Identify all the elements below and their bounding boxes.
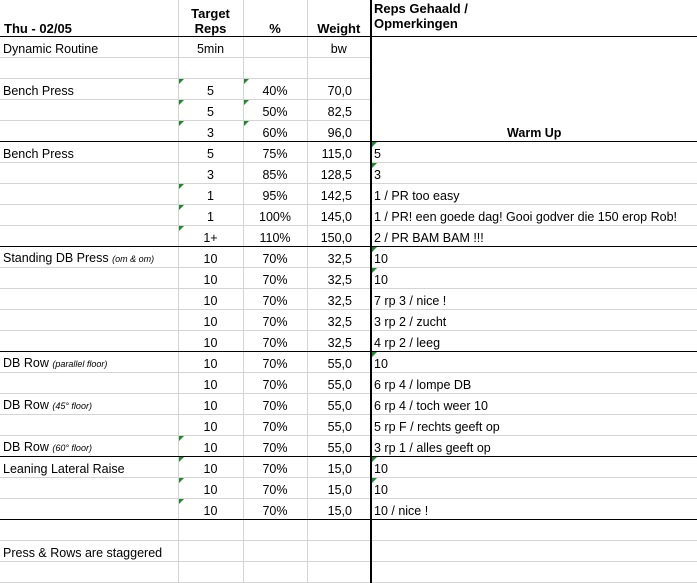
exercise-name: Dynamic Routine: [3, 42, 99, 56]
table-row: [0, 373, 697, 394]
cell-percent[interactable]: 60%: [243, 121, 307, 142]
table-row: [0, 436, 697, 457]
header-target-reps[interactable]: [178, 0, 243, 37]
cell-percent[interactable]: [243, 520, 307, 541]
cell-weight[interactable]: [307, 562, 371, 583]
cell-target-reps[interactable]: 10: [178, 331, 243, 352]
cell-weight[interactable]: 55,0: [307, 436, 371, 457]
cell-target-reps[interactable]: 10: [178, 436, 243, 457]
table-row: [0, 352, 697, 373]
header-row: [0, 0, 697, 37]
table-row: [0, 142, 697, 163]
cell-weight[interactable]: 70,0: [307, 79, 371, 100]
cell-weight[interactable]: 115,0: [307, 142, 371, 163]
sheet-title[interactable]: Thu - 02/05: [0, 0, 178, 37]
cell-percent[interactable]: 70%: [243, 436, 307, 457]
cell-exercise[interactable]: [0, 142, 178, 163]
cell-percent[interactable]: 70%: [243, 499, 307, 520]
cell-target-reps[interactable]: 10: [178, 499, 243, 520]
cell-percent[interactable]: 70%: [243, 373, 307, 394]
cell-exercise[interactable]: [0, 541, 178, 562]
cell-weight[interactable]: 55,0: [307, 415, 371, 436]
cell-note[interactable]: 5: [371, 142, 697, 163]
cell-percent[interactable]: [243, 37, 307, 58]
cell-note[interactable]: 10: [371, 457, 697, 478]
cell-target-reps[interactable]: 5: [178, 142, 243, 163]
cell-exercise[interactable]: [0, 226, 178, 247]
exercise-name: DB Row: [3, 356, 49, 370]
cell-target-reps[interactable]: 10: [178, 310, 243, 331]
cell-percent[interactable]: 85%: [243, 163, 307, 184]
cell-note[interactable]: [371, 562, 697, 583]
cell-percent[interactable]: [243, 562, 307, 583]
cell-target-reps[interactable]: 3: [178, 163, 243, 184]
cell-target-reps[interactable]: [178, 562, 243, 583]
cell-note[interactable]: 10: [371, 268, 697, 289]
cell-target-reps[interactable]: 10: [178, 394, 243, 415]
cell-target-reps[interactable]: [178, 541, 243, 562]
cell-target-reps[interactable]: 1: [178, 184, 243, 205]
exercise-name: DB Row: [3, 398, 49, 412]
table-row: [0, 541, 697, 562]
cell-note[interactable]: 10 / nice !: [371, 499, 697, 520]
cell-percent[interactable]: 70%: [243, 247, 307, 268]
cell-exercise[interactable]: [0, 205, 178, 226]
table-row: [0, 184, 697, 205]
cell-percent[interactable]: 70%: [243, 310, 307, 331]
cell-percent[interactable]: 100%: [243, 205, 307, 226]
table-row: [0, 37, 697, 58]
cell-exercise[interactable]: [0, 373, 178, 394]
cell-note[interactable]: 4 rp 2 / leeg: [371, 331, 697, 352]
header-notes[interactable]: [371, 0, 697, 37]
table-row: [0, 163, 697, 184]
cell-target-reps[interactable]: 10: [178, 457, 243, 478]
cell-target-reps[interactable]: 10: [178, 268, 243, 289]
cell-exercise[interactable]: [0, 247, 178, 268]
table-row: [0, 310, 697, 331]
header-weight[interactable]: Weight: [307, 0, 371, 37]
cell-target-reps[interactable]: 10: [178, 352, 243, 373]
exercise-qualifier: (60° floor): [52, 443, 92, 453]
cell-weight[interactable]: 32,5: [307, 331, 371, 352]
exercise-name: Press & Rows are staggered: [3, 546, 163, 560]
table-row: [0, 415, 697, 436]
cell-exercise[interactable]: [0, 58, 178, 79]
cell-target-reps[interactable]: 1+: [178, 226, 243, 247]
cell-target-reps[interactable]: 10: [178, 247, 243, 268]
table-row: [0, 562, 697, 583]
exercise-name: Bench Press: [3, 147, 74, 161]
cell-weight[interactable]: 55,0: [307, 394, 371, 415]
cell-percent[interactable]: 70%: [243, 394, 307, 415]
cell-exercise[interactable]: [0, 37, 178, 58]
cell-percent[interactable]: 95%: [243, 184, 307, 205]
cell-exercise[interactable]: [0, 457, 178, 478]
cell-percent[interactable]: 70%: [243, 478, 307, 499]
cell-weight[interactable]: [307, 58, 371, 79]
cell-exercise[interactable]: [0, 289, 178, 310]
cell-weight[interactable]: 32,5: [307, 268, 371, 289]
cell-percent[interactable]: 70%: [243, 352, 307, 373]
cell-exercise[interactable]: [0, 352, 178, 373]
cell-target-reps[interactable]: 5min: [178, 37, 243, 58]
cell-percent[interactable]: 40%: [243, 79, 307, 100]
cell-note[interactable]: [371, 541, 697, 562]
cell-target-reps[interactable]: 5: [178, 100, 243, 121]
cell-weight[interactable]: 142,5: [307, 184, 371, 205]
cell-weight[interactable]: [307, 541, 371, 562]
cell-target-reps[interactable]: 10: [178, 478, 243, 499]
cell-note[interactable]: 10: [371, 352, 697, 373]
cell-target-reps[interactable]: 3: [178, 121, 243, 142]
cell-weight[interactable]: 32,5: [307, 310, 371, 331]
cell-exercise[interactable]: [0, 415, 178, 436]
cell-exercise[interactable]: [0, 478, 178, 499]
table-row: [0, 268, 697, 289]
cell-percent[interactable]: 70%: [243, 331, 307, 352]
cell-exercise[interactable]: [0, 436, 178, 457]
cell-exercise[interactable]: [0, 121, 178, 142]
cell-target-reps[interactable]: 10: [178, 373, 243, 394]
cell-percent[interactable]: [243, 541, 307, 562]
cell-weight[interactable]: bw: [307, 37, 371, 58]
cell-note[interactable]: 3: [371, 163, 697, 184]
warmup-label[interactable]: Warm Up: [371, 37, 697, 142]
exercise-name: Leaning Lateral Raise: [3, 462, 125, 476]
cell-weight[interactable]: [307, 520, 371, 541]
cell-note[interactable]: 3 rp 2 / zucht: [371, 310, 697, 331]
cell-weight[interactable]: 15,0: [307, 457, 371, 478]
cell-weight[interactable]: 150,0: [307, 226, 371, 247]
cell-percent[interactable]: 70%: [243, 268, 307, 289]
cell-note[interactable]: 7 rp 3 / nice !: [371, 289, 697, 310]
header-notes-line2: Opmerkingen: [374, 16, 458, 31]
table-row: [0, 205, 697, 226]
cell-note[interactable]: [371, 520, 697, 541]
cell-percent[interactable]: 70%: [243, 457, 307, 478]
cell-weight[interactable]: 145,0: [307, 205, 371, 226]
cell-note[interactable]: 6 rp 4 / lompe DB: [371, 373, 697, 394]
table-row: [0, 289, 697, 310]
cell-target-reps[interactable]: [178, 520, 243, 541]
cell-note[interactable]: 1 / PR too easy: [371, 184, 697, 205]
cell-percent[interactable]: 110%: [243, 226, 307, 247]
header-notes-line1: Reps Gehaald /: [374, 1, 468, 16]
cell-weight[interactable]: 15,0: [307, 478, 371, 499]
cell-target-reps[interactable]: [178, 58, 243, 79]
cell-note[interactable]: 2 / PR BAM BAM !!!: [371, 226, 697, 247]
exercise-qualifier: (parallel floor): [52, 359, 108, 369]
cell-note[interactable]: 10: [371, 478, 697, 499]
table-row: [0, 247, 697, 268]
cell-percent[interactable]: [243, 58, 307, 79]
exercise-qualifier: (om & om): [112, 254, 155, 264]
cell-exercise[interactable]: [0, 499, 178, 520]
cell-weight[interactable]: 15,0: [307, 499, 371, 520]
cell-percent[interactable]: 70%: [243, 289, 307, 310]
cell-exercise[interactable]: [0, 520, 178, 541]
table-row: [0, 499, 697, 520]
header-percent[interactable]: %: [243, 0, 307, 37]
cell-percent[interactable]: 75%: [243, 142, 307, 163]
cell-weight[interactable]: 32,5: [307, 247, 371, 268]
exercise-name: Bench Press: [3, 84, 74, 98]
cell-exercise[interactable]: [0, 394, 178, 415]
cell-weight[interactable]: 55,0: [307, 373, 371, 394]
cell-target-reps[interactable]: 1: [178, 205, 243, 226]
cell-note[interactable]: 1 / PR! een goede dag! Gooi godver die 150 erop Rob!: [371, 205, 697, 226]
cell-weight[interactable]: 128,5: [307, 163, 371, 184]
table-row: [0, 331, 697, 352]
cell-exercise[interactable]: [0, 184, 178, 205]
exercise-name: DB Row: [3, 440, 49, 454]
table-row: [0, 394, 697, 415]
cell-note[interactable]: 6 rp 4 / toch weer 10: [371, 394, 697, 415]
exercise-qualifier: (45° floor): [52, 401, 92, 411]
table-row: [0, 478, 697, 499]
cell-weight[interactable]: 55,0: [307, 352, 371, 373]
cell-percent[interactable]: 50%: [243, 100, 307, 121]
cell-note[interactable]: 5 rp F / rechts geeft op: [371, 415, 697, 436]
cell-percent[interactable]: 70%: [243, 415, 307, 436]
table-row: [0, 457, 697, 478]
cell-exercise[interactable]: [0, 163, 178, 184]
header-target-reps-line1: Target: [191, 6, 230, 21]
cell-note[interactable]: 3 rp 1 / alles geeft op: [371, 436, 697, 457]
header-target-reps-line2: Reps: [194, 21, 227, 36]
table-row: [0, 226, 697, 247]
cell-weight[interactable]: 32,5: [307, 289, 371, 310]
cell-target-reps[interactable]: 10: [178, 289, 243, 310]
exercise-name: Standing DB Press: [3, 251, 109, 265]
cell-exercise[interactable]: [0, 331, 178, 352]
cell-weight[interactable]: 82,5: [307, 100, 371, 121]
cell-exercise[interactable]: [0, 562, 178, 583]
cell-note[interactable]: 10: [371, 247, 697, 268]
cell-exercise[interactable]: [0, 79, 178, 100]
cell-target-reps[interactable]: 5: [178, 79, 243, 100]
cell-weight[interactable]: 96,0: [307, 121, 371, 142]
cell-exercise[interactable]: [0, 310, 178, 331]
cell-exercise[interactable]: [0, 100, 178, 121]
cell-target-reps[interactable]: 10: [178, 415, 243, 436]
table-row: [0, 520, 697, 541]
cell-exercise[interactable]: [0, 268, 178, 289]
